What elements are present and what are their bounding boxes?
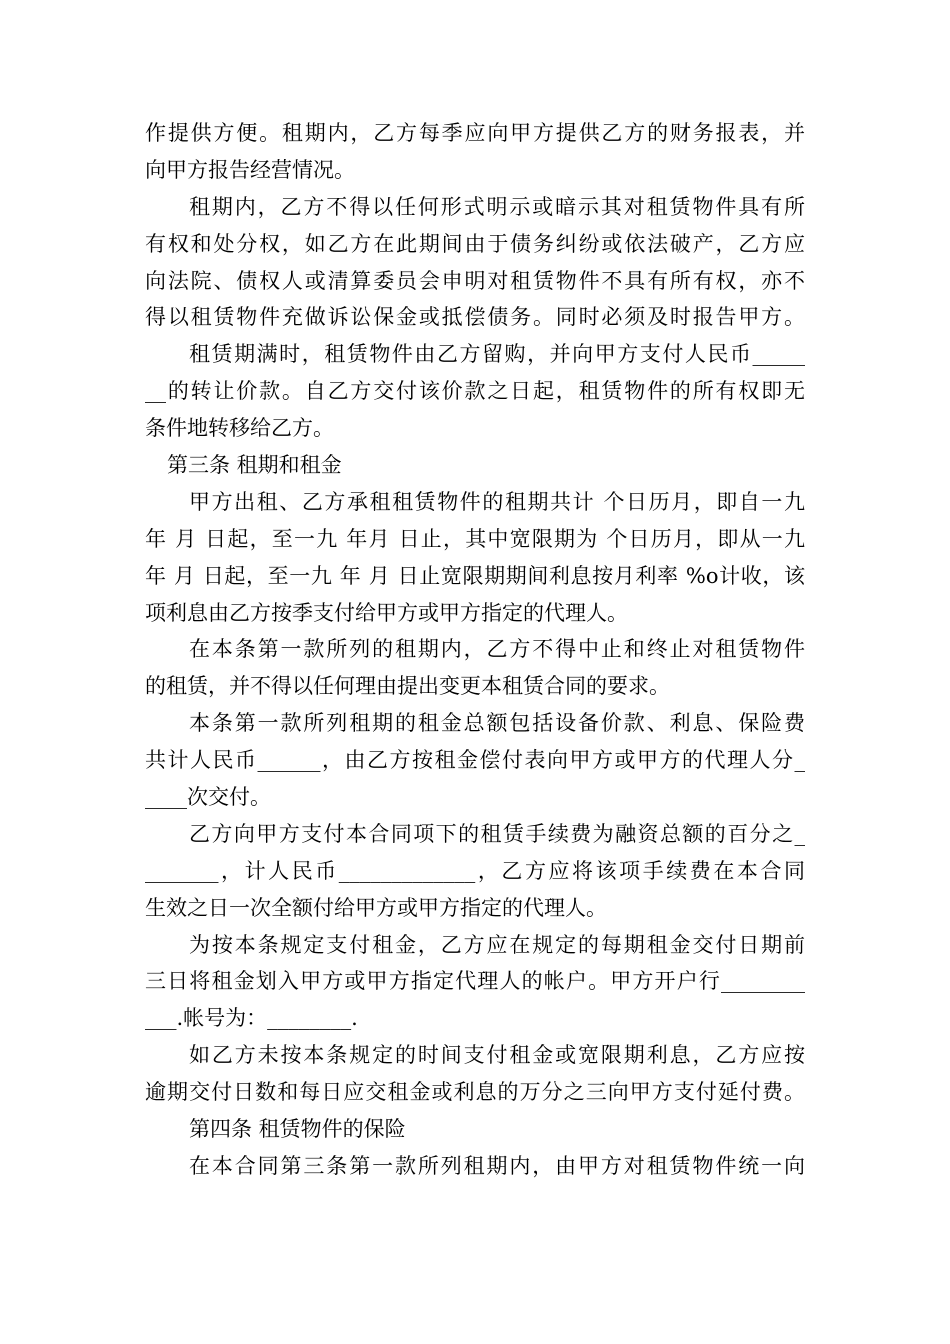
text-line: 租期内，乙方不得以任何形式明示或暗示其对租赁物件具有所 — [189, 194, 805, 219]
section-heading: 第三条 租期和租金 — [167, 453, 342, 478]
text-line: 三日将租金划入甲方或甲方指定代理人的帐户。甲方开户行________ — [145, 969, 805, 994]
text-line: 为按本条规定支付租金，乙方应在规定的每期租金交付日期前 — [189, 932, 805, 957]
text-line: 年 月 日起，至一九 年 月 日止宽限期期间利息按月利率 %o计收，该 — [145, 563, 805, 588]
text-line: 在本条第一款所列的租期内，乙方不得中止和终止对租赁物件 — [189, 637, 805, 662]
text-line: 本条第一款所列租期的租金总额包括设备价款、利息、保险费 — [189, 711, 805, 736]
text-line: 项利息由乙方按季支付给甲方或甲方指定的代理人。 — [145, 600, 628, 625]
text-line: 如乙方未按本条规定的时间支付租金或宽限期利息，乙方应按 — [189, 1043, 805, 1068]
text-line: ___.帐号为：________. — [145, 1006, 358, 1031]
text-line: 逾期交付日数和每日应交租金或利息的万分之三向甲方支付延付费。 — [145, 1080, 805, 1105]
text-line: ____次交付。 — [145, 785, 271, 810]
text-line: 向甲方报告经营情况。 — [145, 157, 355, 182]
text-line: _______，计人民币_____________，乙方应将该项手续费在本合同 — [145, 858, 805, 883]
text-line: 的租赁，并不得以任何理由提出变更本租赁合同的要求。 — [145, 674, 670, 699]
text-line: 在本合同第三条第一款所列租期内，由甲方对租赁物件统一向 — [189, 1153, 805, 1178]
text-line: __的转让价款。自乙方交付该价款之日起，租赁物件的所有权即无 — [145, 379, 805, 404]
section-heading: 第四条 租赁物件的保险 — [189, 1117, 406, 1142]
text-line: 乙方向甲方支付本合同项下的租赁手续费为融资总额的百分之_ — [189, 821, 805, 846]
text-line: 有权和处分权，如乙方在此期间由于债务纠纷或依法破产，乙方应 — [145, 231, 805, 256]
text-line: 共计人民币______，由乙方按租金偿付表向甲方或甲方的代理人分_ — [145, 748, 805, 773]
text-line: 租赁期满时，租赁物件由乙方留购，并向甲方支付人民币_____ — [189, 342, 805, 367]
text-line: 生效之日一次全额付给甲方或甲方指定的代理人。 — [145, 895, 607, 920]
text-line: 年 月 日起，至一九 年月 日止，其中宽限期为 个日历月，即从一九 — [145, 526, 805, 551]
text-line: 作提供方便。租期内，乙方每季应向甲方提供乙方的财务报表，并 — [145, 121, 805, 145]
text-line: 向法院、债权人或清算委员会申明对租赁物件不具有所有权，亦不 — [145, 268, 805, 293]
text-line: 条件地转移给乙方。 — [145, 416, 334, 441]
text-line: 甲方出租、乙方承租租赁物件的租期共计 个日历月，即自一九 — [189, 489, 805, 514]
text-line: 得以租赁物件充做诉讼保金或抵偿债务。同时必须及时报告甲方。 — [145, 305, 805, 330]
contract-text — [145, 115, 805, 1185]
